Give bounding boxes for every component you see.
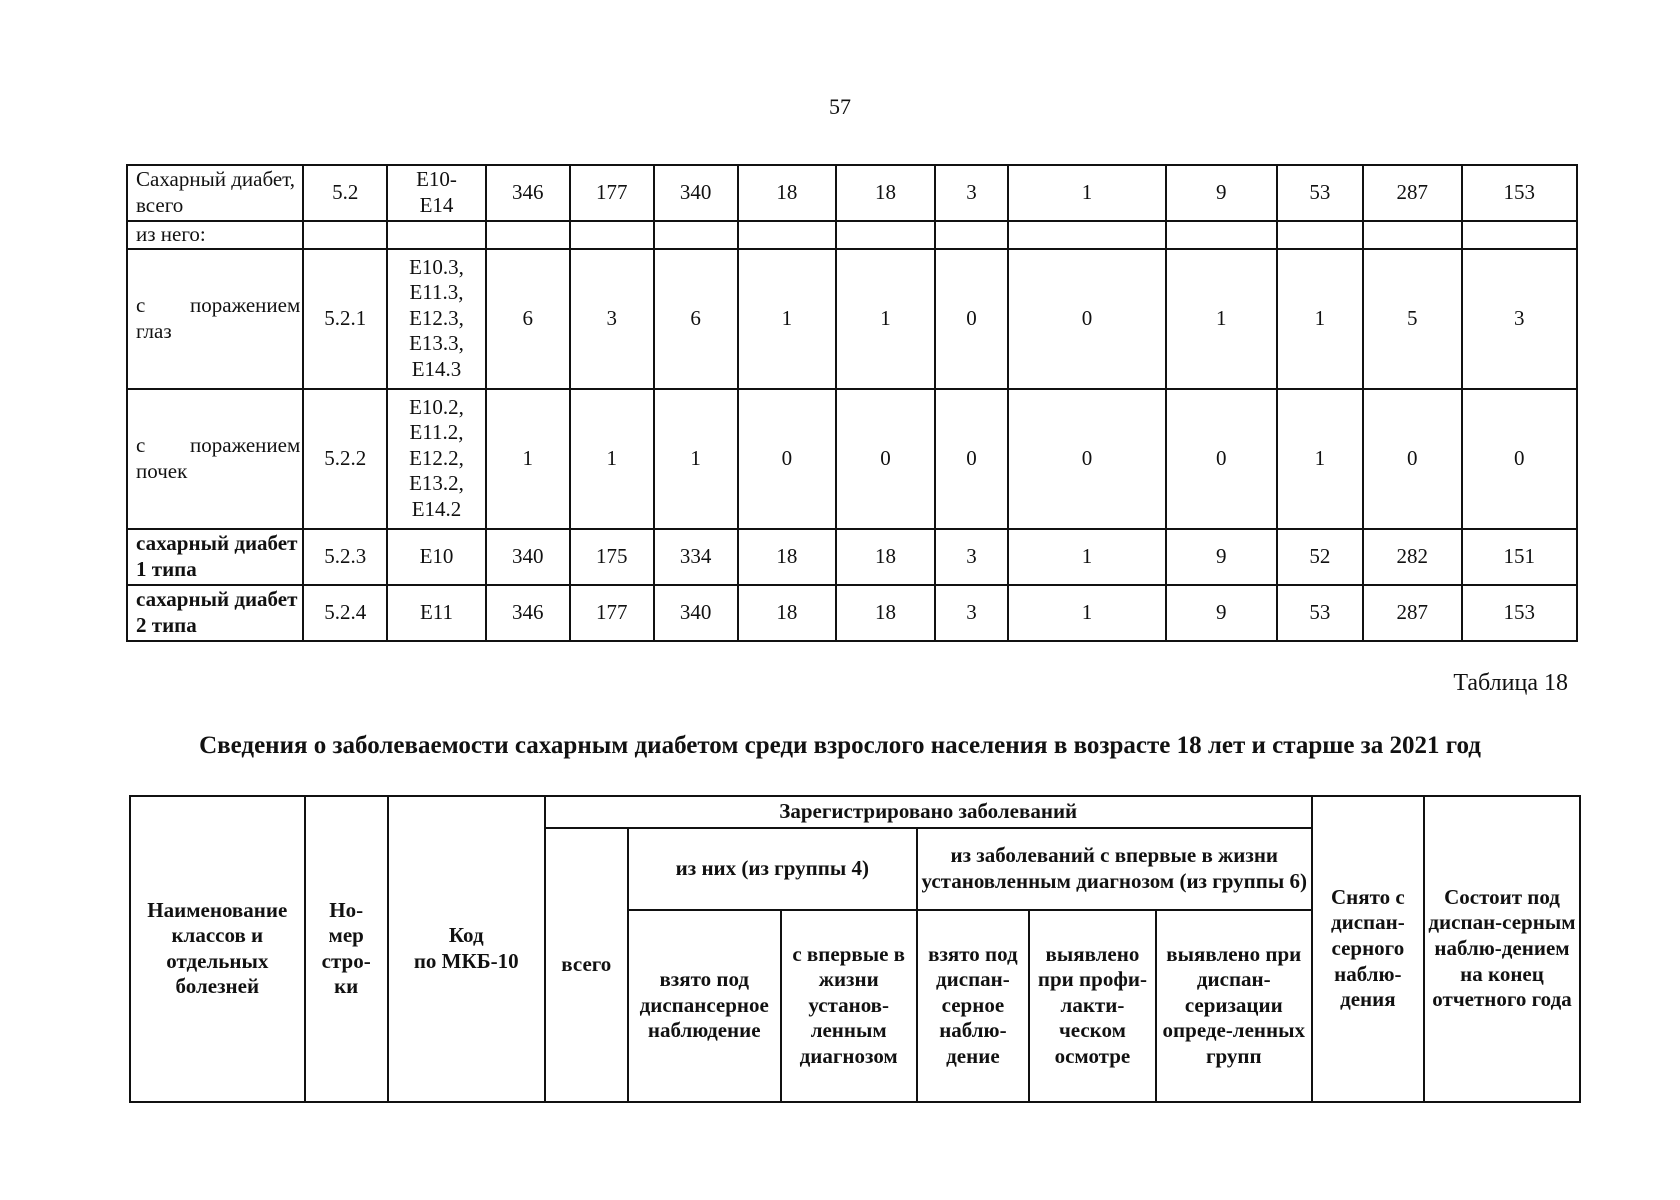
row-value: 9 <box>1166 529 1277 585</box>
row-value: 18 <box>738 529 837 585</box>
row-value: 5 <box>1363 249 1462 389</box>
table-row <box>127 249 1577 389</box>
table-title: Сведения о заболеваемости сахарным диабетом среди взрослого населения в возрасте 18 лет и старше за 2021 год <box>199 732 1481 759</box>
row-value: 6 <box>486 249 570 389</box>
row-icd-code <box>387 221 486 249</box>
row-line-number: 5.2 <box>303 165 387 221</box>
row-value: 3 <box>935 585 1008 641</box>
row-value: 1 <box>654 389 738 529</box>
row-value: 53 <box>1277 585 1363 641</box>
row-value: 153 <box>1462 165 1578 221</box>
diabetes-data-table <box>126 164 1578 642</box>
row-value: 1 <box>1008 585 1165 641</box>
header-removed: Снято с диспан-серного наблю-дения <box>1312 796 1424 1102</box>
page-number: 57 <box>829 94 851 119</box>
row-value: 3 <box>570 249 654 389</box>
row-value: 334 <box>654 529 738 585</box>
row-value: 1 <box>1008 529 1165 585</box>
row-value: 9 <box>1166 165 1277 221</box>
table-row <box>127 529 1577 585</box>
row-value: 175 <box>570 529 654 585</box>
row-value: 0 <box>935 389 1008 529</box>
row-value: 53 <box>1277 165 1363 221</box>
row-value <box>1363 221 1462 249</box>
row-line-number: 5.2.2 <box>303 389 387 529</box>
row-value: 0 <box>1166 389 1277 529</box>
row-line-number: 5.2.3 <box>303 529 387 585</box>
row-value: 0 <box>935 249 1008 389</box>
row-name: Сахарный диабет, всего <box>127 165 303 221</box>
row-value: 0 <box>1462 389 1578 529</box>
row-value: 0 <box>738 389 837 529</box>
header-total: всего <box>545 828 628 1102</box>
row-value <box>570 221 654 249</box>
row-value: 1 <box>836 249 935 389</box>
row-icd-code: E11 <box>387 585 486 641</box>
header-registered: Зарегистрировано заболеваний <box>545 796 1312 828</box>
row-value: 0 <box>1008 249 1165 389</box>
header-revealed-prof: выявлено при профи-лакти-ческом осмотре <box>1029 910 1156 1102</box>
header-dispensary-taken: взято под диспансерное наблюдение <box>628 910 781 1102</box>
row-value: 1 <box>1277 389 1363 529</box>
row-icd-code: E10 <box>387 529 486 585</box>
row-value: 287 <box>1363 585 1462 641</box>
row-value: 1 <box>1008 165 1165 221</box>
header-line <box>305 796 388 1102</box>
header-first-dispensary: взято под диспан-серное наблю-дение <box>917 910 1029 1102</box>
row-value: 18 <box>836 165 935 221</box>
row-value <box>836 221 935 249</box>
row-value: 1 <box>1277 249 1363 389</box>
header-name: Наименование классов и отдельных болезней <box>130 796 305 1102</box>
row-value: 6 <box>654 249 738 389</box>
row-value: 18 <box>738 165 837 221</box>
row-value: 18 <box>738 585 837 641</box>
row-value <box>654 221 738 249</box>
header-of-them: из них (из группы 4) <box>628 828 917 910</box>
row-value: 52 <box>1277 529 1363 585</box>
row-name: сахарный диабет 1 типа <box>127 529 303 585</box>
row-value <box>935 221 1008 249</box>
header-remaining: Состоит под диспан-серным наблю-дением на конец отчетного года <box>1424 796 1580 1102</box>
table-row <box>127 585 1577 641</box>
row-name: с поражением глаз <box>127 249 303 389</box>
row-value: 177 <box>570 585 654 641</box>
header-line-text: Но- мер стро- ки <box>321 897 371 999</box>
row-value <box>1166 221 1277 249</box>
row-value <box>738 221 837 249</box>
table-row <box>127 165 1577 221</box>
row-value: 3 <box>935 529 1008 585</box>
row-value: 1 <box>570 389 654 529</box>
row-value: 151 <box>1462 529 1578 585</box>
row-value <box>1008 221 1165 249</box>
row-value: 9 <box>1166 585 1277 641</box>
row-value: 0 <box>1363 389 1462 529</box>
row-value: 3 <box>1462 249 1578 389</box>
row-value: 18 <box>836 585 935 641</box>
table-header <box>129 795 1581 1103</box>
row-value: 346 <box>486 585 570 641</box>
row-value: 1 <box>486 389 570 529</box>
row-value: 177 <box>570 165 654 221</box>
row-value <box>1277 221 1363 249</box>
header-code-text: Код по МКБ-10 <box>413 923 519 973</box>
row-value: 1 <box>738 249 837 389</box>
row-icd-code: E10.3, E11.3, E12.3, E13.3, E14.3 <box>387 249 486 389</box>
row-name: из него: <box>127 221 303 249</box>
row-value: 3 <box>935 165 1008 221</box>
header-code <box>388 796 545 1102</box>
row-value: 0 <box>1008 389 1165 529</box>
row-value: 0 <box>836 389 935 529</box>
header-first-diagnosed: с впервые в жизни установ-ленным диагнозом <box>781 910 917 1102</box>
row-value: 340 <box>486 529 570 585</box>
header-of-first: из заболеваний с впервые в жизни установленным диагнозом (из группы 6) <box>917 828 1312 910</box>
table-row <box>127 389 1577 529</box>
row-value: 346 <box>486 165 570 221</box>
row-value <box>1462 221 1578 249</box>
row-value: 340 <box>654 585 738 641</box>
row-value: 282 <box>1363 529 1462 585</box>
row-line-number: 5.2.4 <box>303 585 387 641</box>
row-name: с поражением почек <box>127 389 303 529</box>
row-value: 287 <box>1363 165 1462 221</box>
header-revealed-disp: выявлено при диспан-серизации опреде-ленных групп <box>1156 910 1312 1102</box>
row-icd-code: E10- E14 <box>387 165 486 221</box>
row-icd-code: E10.2, E11.2, E12.2, E13.2, E14.2 <box>387 389 486 529</box>
row-name: сахарный диабет 2 типа <box>127 585 303 641</box>
row-value: 18 <box>836 529 935 585</box>
row-value: 340 <box>654 165 738 221</box>
row-value: 1 <box>1166 249 1277 389</box>
row-value <box>486 221 570 249</box>
table-number: Таблица 18 <box>1453 670 1568 696</box>
row-line-number: 5.2.1 <box>303 249 387 389</box>
row-line-number <box>303 221 387 249</box>
row-value: 153 <box>1462 585 1578 641</box>
table-row <box>127 221 1577 249</box>
